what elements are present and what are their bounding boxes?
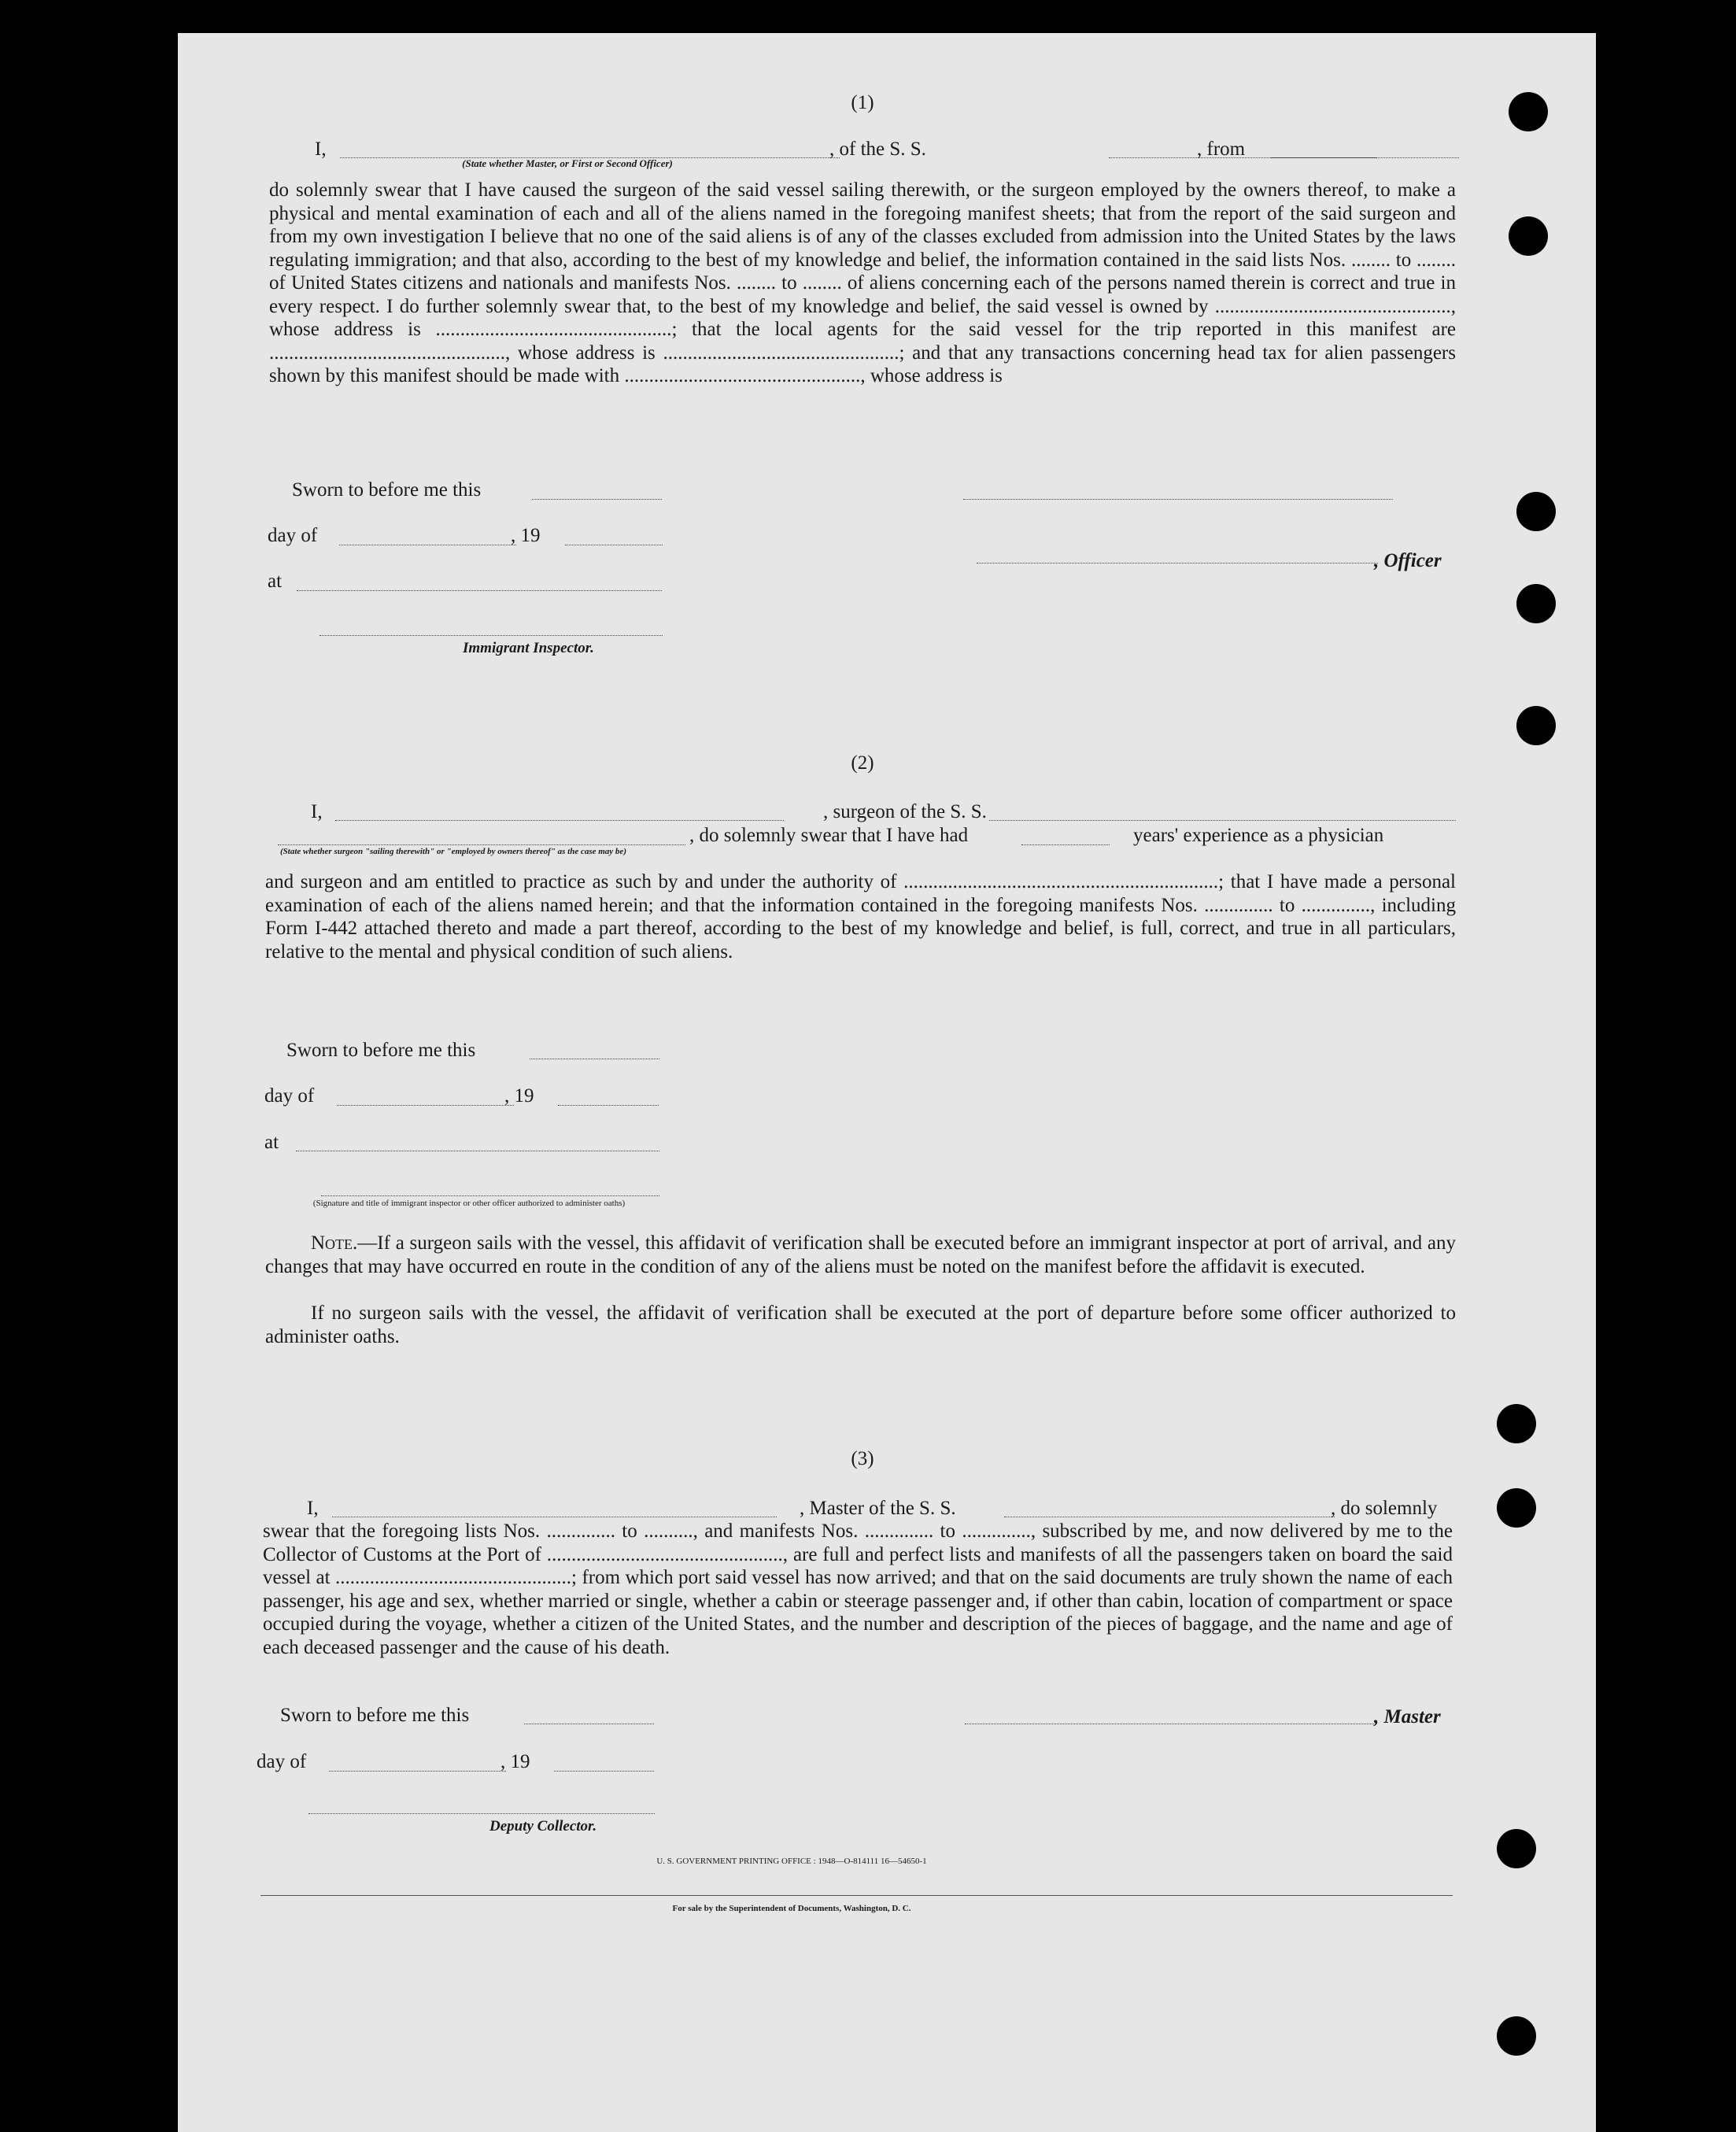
punch-hole	[1509, 92, 1548, 131]
punch-hole	[1509, 216, 1548, 256]
section-1-oath-text: do solemnly swear that I have caused the surgeon of the said vessel sailing therewith, or the surgeon employed by the owners thereof, to make a physical and mental examination of each and all of the aliens named in the foregoing manifest sheets; that from the report of the said surgeon and from my own investigation I believe that no one of the said aliens is of any of the classes excluded from admission into the United States by the laws regulating immigration; and that also, according to the best of my knowledge and belief, the information contained in the said lists Nos. ........ to ........ of United States citizens and nationals and manifests Nos. ........ to ........ of aliens concerning each of the persons named therein is correct and true in every respect. I do further solemnly swear that, to the best of my knowledge and belief, the said vessel is owned by ................................................, whose address is ................................................; that the local agents for the said vessel for the trip reported in this manifest are ................................................, whose address is ................................................; and that any transactions concerning head tax for alien passengers shown by this manifest should be made with ................................................, whose address is	[269, 179, 1456, 386]
section-1-sworn-label: Sworn to before me this	[292, 479, 482, 501]
from-port-field	[1270, 157, 1459, 158]
section-3-oath-text: swear that the foregoing lists Nos. .............. to .........., and manifests Nos. .............. to .............., subscribed by me, and now delivered by me to the Collector of Customs at the Port of ................................................, are full and perfect lists and manifests of all the passengers taken on board the said vessel at ................................................; from which port said vessel has now arrived; and that on the said documents are truly shown the name of each passenger, his age and sex, whether married or single, whether a cabin or steerage passenger and, if other than cabin, location of compartment or space occupied during the voyage, whether a citizen of the United States, and the number and description of the pieces of baggage, and the name and age of each deceased passenger and the cause of his death.	[263, 1520, 1453, 1658]
inspector-signature-field	[319, 635, 663, 636]
section-2-year: , 19	[504, 1085, 534, 1107]
section-3-I: I,	[307, 1498, 319, 1519]
gpo-imprint: U. S. GOVERNMENT PRINTING OFFICE : 1948—O-814111 16—54650-1	[656, 1857, 927, 1866]
section-3-year: , 19	[500, 1751, 530, 1772]
section-2-surgeon-of: , surgeon of the S. S.	[823, 801, 987, 822]
year-field-2	[558, 1105, 659, 1106]
note-text	[265, 1232, 1456, 1278]
year-field-3	[554, 1771, 654, 1772]
section-1-number: (1)	[851, 92, 874, 113]
surgeon-name-field	[335, 820, 784, 821]
section-1-at-label: at	[268, 571, 283, 592]
at-place-field	[297, 590, 662, 591]
punch-hole	[1497, 1829, 1536, 1868]
section-3-master-of: , Master of the S. S.	[800, 1498, 956, 1519]
note-text-2: If no surgeon sails with the vessel, the affidavit of verification shall be executed at the port of departure before some officer authorized to administer oaths.	[265, 1302, 1456, 1347]
section-2-oath-text: and surgeon and am entitled to practice as such by and under the authority of ................................................................; that I have made a personal examination of each of the aliens named herein; and that the information contained in the foregoing manifests Nos. .............. to .............., including Form I-442 attached thereto and made a part thereof, according to the best of my knowledge and belief, is full, correct, and true in all particulars, relative to the mental and physical condition of such aliens.	[265, 871, 1456, 963]
inspector-signature-caption: (Signature and title of immigrant inspector or other officer authorized to administer oaths)	[312, 1199, 626, 1208]
section-2-years: years' experience as a physician	[1133, 825, 1384, 846]
section-1-I: I,	[315, 139, 327, 160]
day-field-2	[337, 1105, 514, 1106]
day-field-3	[329, 1771, 506, 1772]
deputy-collector-label: Deputy Collector.	[489, 1818, 597, 1835]
officer-caption: (State whether Master, or First or Second Officer)	[462, 157, 673, 169]
punch-hole	[1497, 2016, 1536, 2056]
punch-hole	[1497, 1488, 1536, 1528]
master-label: , Master	[1374, 1706, 1441, 1727]
footer-rule	[260, 1895, 1453, 1896]
section-2-at-label: at	[264, 1132, 279, 1153]
section-2-number: (2)	[851, 752, 874, 774]
section-2-day-label: day of	[264, 1085, 315, 1107]
immigrant-inspector-label: Immigrant Inspector.	[463, 640, 594, 656]
years-field	[1021, 844, 1110, 845]
surgeon-caption: (State whether surgeon "sailing therewith" or "employed by owners thereof" as the case may be)	[280, 847, 626, 856]
punch-hole	[1516, 706, 1556, 745]
section-1-from-label: , from	[1197, 139, 1246, 160]
section-1-year: , 19	[511, 525, 541, 546]
section-3-do-swear: , do solemnly	[1331, 1498, 1438, 1519]
inspector-signature-field-2	[321, 1195, 659, 1196]
note-body: —If a surgeon sails with the vessel, this affidavit of verification shall be executed before an immigrant inspector at port of arrival, and any changes that may have occurred en route in the condition of any of the aliens must be noted on the manifest before the affidavit is executed.	[265, 1232, 1456, 1277]
sworn-date-field	[532, 499, 662, 500]
surgeon-status-field	[278, 844, 685, 845]
section-3-number: (3)	[851, 1448, 874, 1469]
officer-label: , Officer	[1374, 550, 1442, 571]
note-label: Note.	[311, 1232, 358, 1254]
section-2-I: I,	[311, 801, 323, 822]
section-2-swear: , do solemnly swear that I have had	[689, 825, 969, 846]
section-3-day-label: day of	[257, 1751, 307, 1772]
officer-signature-field	[963, 499, 1393, 500]
sale-notice: For sale by the Superintendent of Documents, Washington, D. C.	[672, 1904, 911, 1913]
section-3-sworn-label: Sworn to before me this	[280, 1705, 470, 1726]
punch-hole	[1516, 492, 1556, 531]
punch-hole	[1516, 584, 1556, 623]
punch-hole	[1497, 1404, 1536, 1443]
section-1-ss-label: , of the S. S.	[829, 139, 926, 160]
deputy-signature-field	[308, 1813, 655, 1814]
form-page	[178, 33, 1596, 2132]
section-1-day-label: day of	[268, 525, 318, 546]
surgeon-vessel-field	[989, 820, 1456, 821]
section-2-sworn-label: Sworn to before me this	[286, 1040, 476, 1061]
